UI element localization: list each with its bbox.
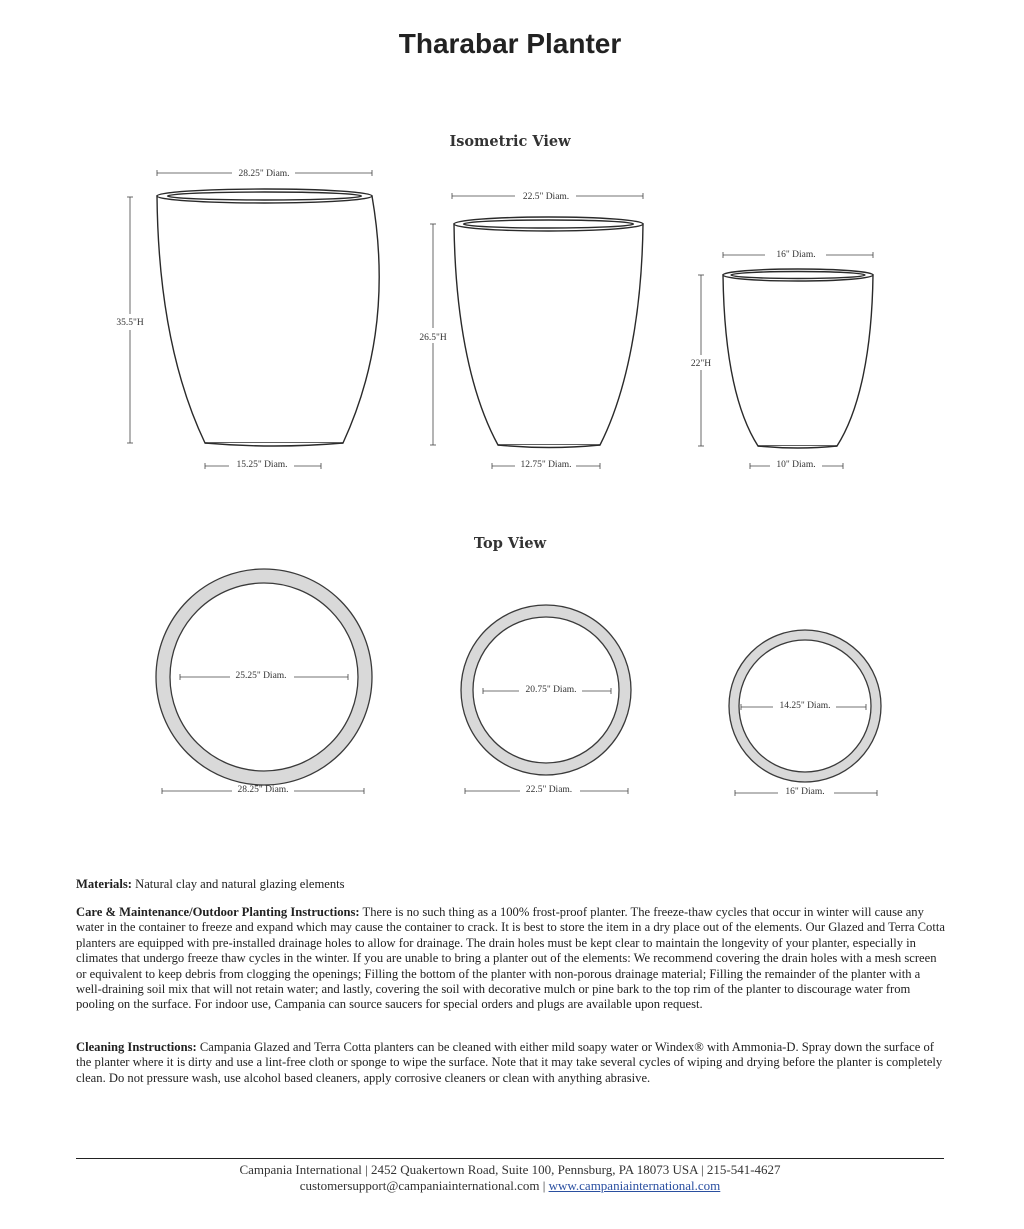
cleaning-paragraph xyxy=(76,1040,946,1086)
isometric-medium-height: 26.5"H xyxy=(419,333,447,343)
care-paragraph xyxy=(76,905,946,1013)
isometric-large-base-diam: 15.25" Diam. xyxy=(236,460,288,470)
top-small-inner-diam: 14.25" Diam. xyxy=(779,701,831,711)
isometric-small-base-diam: 10" Diam. xyxy=(776,460,816,470)
materials-paragraph xyxy=(76,877,946,892)
isometric-planter-medium xyxy=(419,192,643,470)
care-label: Care & Maintenance/Outdoor Planting Instructions: xyxy=(76,905,360,919)
materials-label: Materials: xyxy=(76,877,132,891)
footer-website-link[interactable]: www.campaniainternational.com xyxy=(548,1178,721,1193)
isometric-planter-large xyxy=(116,169,379,470)
footer-contact xyxy=(0,1178,1020,1194)
top-small-outer-diam: 16" Diam. xyxy=(785,787,825,797)
top-large-inner-diam: 25.25" Diam. xyxy=(235,671,287,681)
top-view-planter-large xyxy=(156,569,372,795)
isometric-view-heading: Isometric View xyxy=(449,133,571,150)
isometric-small-height: 22"H xyxy=(690,359,712,369)
isometric-large-top-diam: 28.25" Diam. xyxy=(238,169,290,179)
footer-address: Campania International | 2452 Quakertown Road, Suite 100, Pennsburg, PA 18073 USA | 215-541-4627 xyxy=(239,1162,781,1177)
footer-email: customersupport@campaniainternational.com | xyxy=(299,1178,549,1193)
care-text: There is no such thing as a 100% frost-proof planter. The freeze-thaw cycles that occur in winter will cause any water in the container to freeze and expand which may cause the container to crack. It is best to store the item in a dry place out of the elements. Our Glazed and Terra Cotta planters are equipped with pre-installed drainage holes to allow for drainage. The drain holes must be kept clear to maintain the longevity of your planter, especially in climates that undergo freeze thaw cycles in the winter. If you are unable to bring a planter out of the elements: We recommend covering the drain holes with a mesh screen or equivalent to keep debris from clogging the openings; Filling the bottom of the planter with non-porous drainage material; Filling the remainder of the planter with a well-draining soil mix that will not retain water; and lastly, covering the soil with decorative mulch or pine bark to the top rim of the planter to discourage water from pooling on the surface. For indoor use, Campania can source saucers for special orders and plugs are available upon request. xyxy=(76,905,945,1012)
isometric-medium-top-diam: 22.5" Diam. xyxy=(522,192,570,202)
top-view-heading: Top View xyxy=(473,535,547,552)
isometric-large-height: 35.5"H xyxy=(116,318,144,328)
top-view-planter-small xyxy=(729,630,881,797)
top-medium-outer-diam: 22.5" Diam. xyxy=(525,785,573,795)
isometric-medium-base-diam: 12.75" Diam. xyxy=(520,460,572,470)
top-medium-inner-diam: 20.75" Diam. xyxy=(525,685,577,695)
top-view-planter-medium xyxy=(461,605,631,795)
page-title: Tharabar Planter xyxy=(398,28,622,59)
cleaning-text: Campania Glazed and Terra Cotta planters can be cleaned with either mild soapy water or Windex® with Ammonia-D. Spray down the surface of the planter where it is dirty and use a lint-free cloth or sponge to wipe the surface. Note that it may take several cycles of wiping and drying before the planter is completely clean. Do not pressure wash, use alcohol based cleaners, apply corrosive cleaners or clean with anything abrasive. xyxy=(76,1040,943,1085)
cleaning-label: Cleaning Instructions: xyxy=(76,1040,197,1054)
top-large-outer-diam: 28.25" Diam. xyxy=(237,785,289,795)
footer-divider xyxy=(76,1158,944,1159)
isometric-planter-small xyxy=(691,250,873,470)
isometric-small-top-diam: 16" Diam. xyxy=(776,250,816,260)
materials-text: Natural clay and natural glazing elements xyxy=(131,877,345,891)
